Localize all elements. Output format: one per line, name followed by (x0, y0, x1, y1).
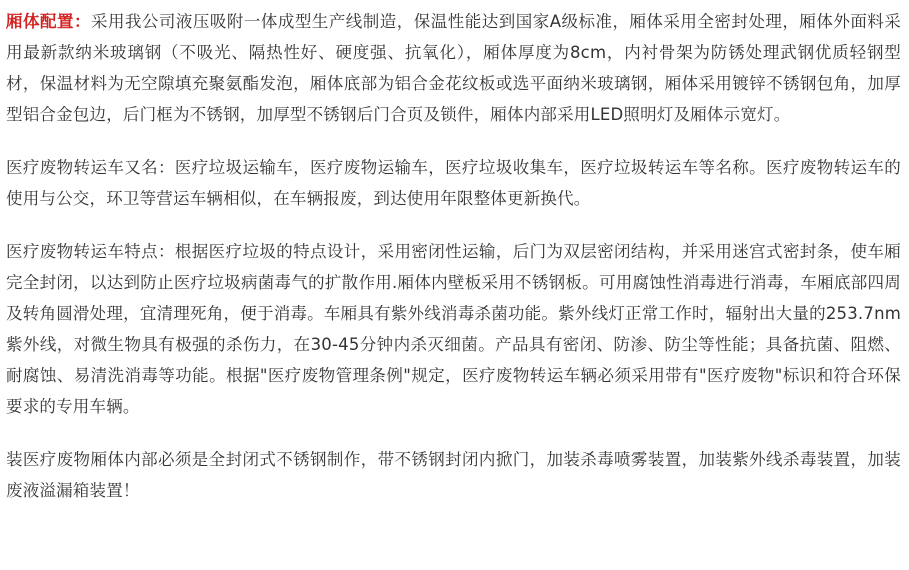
paragraph-text-features: 医疗废物转运车特点：根据医疗垃圾的特点设计，采用密闭性运输，后门为双层密闭结构，并采用迷宫式密封条，使车厢完全封闭，以达到防止医疗垃圾病菌毒气的扩散作用.厢体内壁板采用不锈钢板。可用腐蚀性消毒进行消毒，车厢底部四周及转角圆滑处理，宜清理死角，便于消毒。车厢具有紫外线消毒杀菌功能。紫外线灯正常工作时，辐射出大量的253.7nm紫外线，对微生物具有极强的杀伤力，在30-45分钟内杀灭细菌。产品具有密闭、防渗、防尘等性能；具备抗菌、阻燃、耐腐蚀、易清洗消毒等功能。根据"医疗废物管理条例"规定，医疗废物转运车辆必须采用带有"医疗废物"标识和符合环保要求的专用车辆。 (6, 242, 901, 416)
paragraph-label-cabin-configuration: 厢体配置： (6, 12, 91, 31)
paragraph-text-interior-requirements: 装医疗废物厢体内部必须是全封闭式不锈钢制作，带不锈钢封闭内掀门，加装杀毒喷雾装置，加装紫外线杀毒装置，加装废液溢漏箱装置！ (6, 450, 901, 500)
paragraph-alias-names (6, 152, 901, 214)
paragraph-features (6, 236, 901, 422)
paragraph-cabin-configuration (6, 6, 901, 130)
paragraph-text-alias-names: 医疗废物转运车又名：医疗垃圾运输车，医疗废物运输车，医疗垃圾收集车，医疗垃圾转运车等名称。医疗废物转运车的使用与公交，环卫等营运车辆相似，在车辆报废，到达使用年限整体更新换代。 (6, 158, 901, 208)
paragraph-text-cabin-configuration: 采用我公司液压吸附一体成型生产线制造，保温性能达到国家A级标准，厢体采用全密封处理，厢体外面料采用最新款纳米玻璃钢（不吸光、隔热性好、硬度强、抗氧化），厢体厚度为8cm，内衬骨架为防锈处理武钢优质轻钢型材，保温材料为无空隙填充聚氨酯发泡，厢体底部为铝合金花纹板或选平面纳米玻璃钢，厢体采用镀锌不锈钢包角，加厚型铝合金包边，后门框为不锈钢，加厚型不锈钢后门合页及锁件，厢体内部采用LED照明灯及厢体示宽灯。 (6, 12, 901, 124)
paragraph-interior-requirements (6, 444, 901, 506)
